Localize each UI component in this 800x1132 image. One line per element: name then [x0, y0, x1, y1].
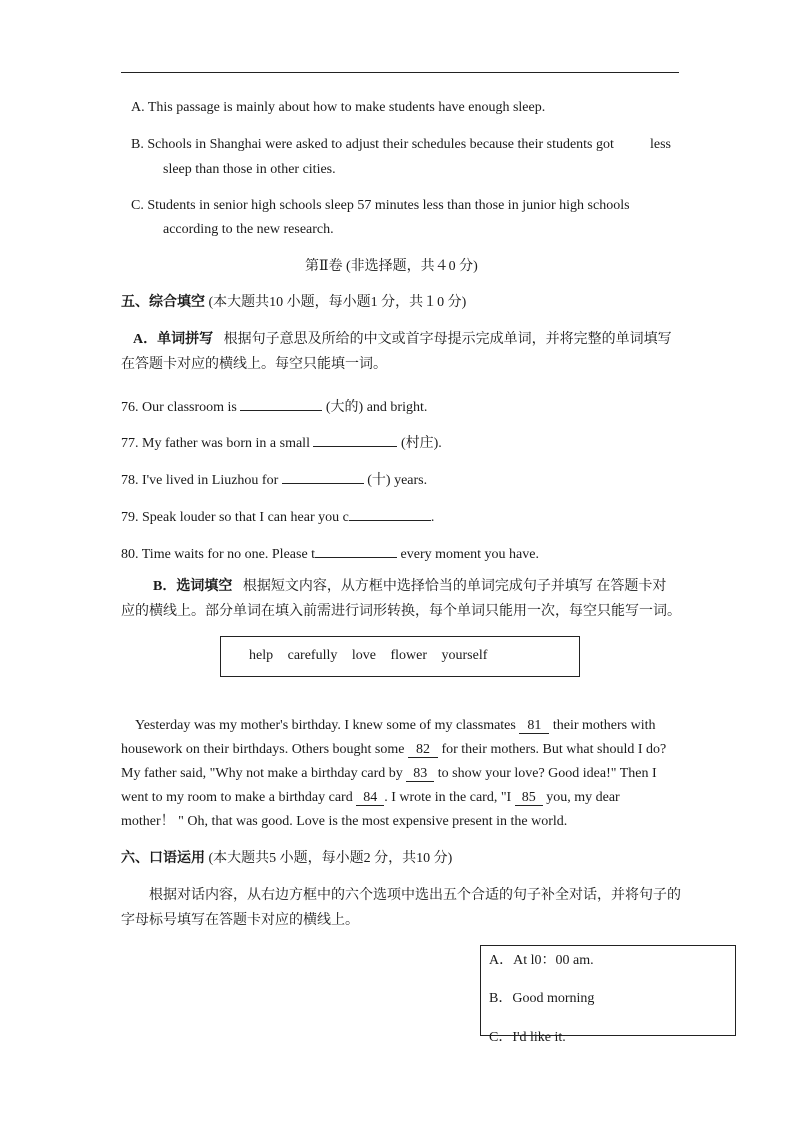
- header-rule: [121, 72, 679, 73]
- blank-83[interactable]: 83: [406, 765, 434, 782]
- answer-blank-80[interactable]: [315, 541, 397, 558]
- dialogue-option-c: C．I'd like it.: [489, 1030, 566, 1045]
- option-a: A. This passage is mainly about how to make students have enough sleep.: [131, 100, 546, 115]
- question-79-end: .: [430, 510, 435, 525]
- section6-instruction-line1: 根据对话内容，从右边方框中的六个选项中选出五个合适的句子补全对话，并将句子的: [149, 888, 681, 903]
- question-78: [121, 467, 427, 490]
- word-yourself: yourself: [441, 648, 488, 663]
- option-b-less: less: [650, 137, 671, 152]
- passage-line-4: [121, 789, 620, 807]
- passage-text: you, my dear: [546, 790, 620, 805]
- word-flower: flower: [390, 648, 428, 663]
- question-76-hint: (大的) and bright.: [325, 400, 428, 415]
- option-b-line2: sleep than those in other cities.: [163, 162, 336, 177]
- question-79: [121, 504, 434, 527]
- blank-84[interactable]: 84: [356, 789, 384, 806]
- answer-blank-76[interactable]: [240, 394, 322, 411]
- question-76-text: 76. Our classroom is: [121, 400, 237, 415]
- part-b-instruction-line1: [153, 578, 666, 596]
- question-77: [121, 430, 442, 453]
- passage-line-1: [135, 717, 656, 735]
- passage-line-2: [121, 741, 666, 759]
- blank-85[interactable]: 85: [515, 789, 543, 806]
- answer-blank-77[interactable]: [313, 430, 397, 447]
- blank-82[interactable]: 82: [408, 741, 438, 758]
- section5-title-note: (本大题共10 小题，每小题1 分，共１0 分): [208, 295, 467, 310]
- word-box: [220, 636, 580, 677]
- option-c-line2: according to the new research.: [163, 222, 334, 237]
- question-78-hint: (十) years.: [367, 473, 428, 488]
- passage-text: for their mothers. But what should I do?: [441, 742, 667, 757]
- section6-heading: [121, 850, 452, 868]
- passage-text: to show your love? Good idea!" Then I: [437, 766, 657, 781]
- option-c-line1: C. Students in senior high schools sleep 57 minutes less than those in junior high schools: [131, 198, 630, 213]
- dialogue-option-a: A．At l0：00 am.: [489, 953, 594, 968]
- passage-text: Yesterday was my mother's birthday. I knew some of my classmates: [135, 718, 516, 733]
- section5-title: 五、综合填空: [121, 295, 205, 310]
- part-b-instruction-line2: 应的横线上。部分单词在填入前需进行词形转换，每个单词只能用一次，每空只能写一词。: [121, 604, 681, 619]
- blank-81[interactable]: 81: [519, 717, 549, 734]
- passage-line-3: [121, 765, 657, 783]
- part-a-instruction-line1: [133, 331, 672, 349]
- section6-title: 六、口语运用: [121, 851, 205, 866]
- passage-line-5: mother！ " Oh, that was good. Love is the most expensive present in the world.: [121, 814, 568, 829]
- passage-text: . I wrote in the card, "I: [384, 790, 512, 805]
- question-80: [121, 541, 539, 564]
- question-80-text: 80. Time waits for no one. Please t: [121, 547, 316, 562]
- question-80-end: every moment you have.: [400, 547, 539, 562]
- word-list: [249, 648, 498, 664]
- answer-blank-78[interactable]: [282, 467, 364, 484]
- dialogue-options-box: [480, 945, 736, 1045]
- part-b-title: B．选词填空: [153, 579, 233, 594]
- question-77-hint: (村庄).: [400, 436, 442, 451]
- part2-title: 第Ⅱ卷 (非选择题，共４0 分): [305, 259, 478, 274]
- passage-text: My father said, "Why not make a birthday card by: [121, 766, 403, 781]
- question-77-text: 77. My father was born in a small: [121, 436, 310, 451]
- option-b-line1: B. Schools in Shanghai were asked to adjust their schedules because their students got: [131, 137, 614, 152]
- part-a-instruction-line2: 在答题卡对应的横线上。每空只能填一词。: [121, 357, 387, 372]
- part-a-instr: 根据句子意思及所给的中文或首字母提示完成单词，并将完整的单词填写: [223, 332, 672, 347]
- question-79-text: 79. Speak louder so that I can hear you c: [121, 510, 349, 525]
- word-carefully: carefully: [287, 648, 338, 663]
- question-78-text: 78. I've lived in Liuzhou for: [121, 473, 279, 488]
- passage-text: housework on their birthdays. Others bought some: [121, 742, 405, 757]
- question-76: [121, 394, 427, 417]
- part-b-instr: 根据短文内容，从方框中选择恰当的单词完成句子并填写 在答题卡对: [242, 579, 667, 594]
- answer-blank-79[interactable]: [349, 504, 431, 521]
- dialogue-option-b: B．Good morning: [489, 991, 595, 1006]
- passage-text: their mothers with: [552, 718, 656, 733]
- part-a-title: A．单词拼写: [133, 332, 214, 347]
- section5-heading: [121, 294, 466, 312]
- section6-title-note: (本大题共5 小题，每小题2 分，共10 分): [208, 851, 453, 866]
- section6-instruction-line2: 字母标号填写在答题卡对应的横线上。: [121, 913, 359, 928]
- word-help: help: [249, 648, 274, 663]
- passage-text: went to my room to make a birthday card: [121, 790, 353, 805]
- word-love: love: [351, 648, 376, 663]
